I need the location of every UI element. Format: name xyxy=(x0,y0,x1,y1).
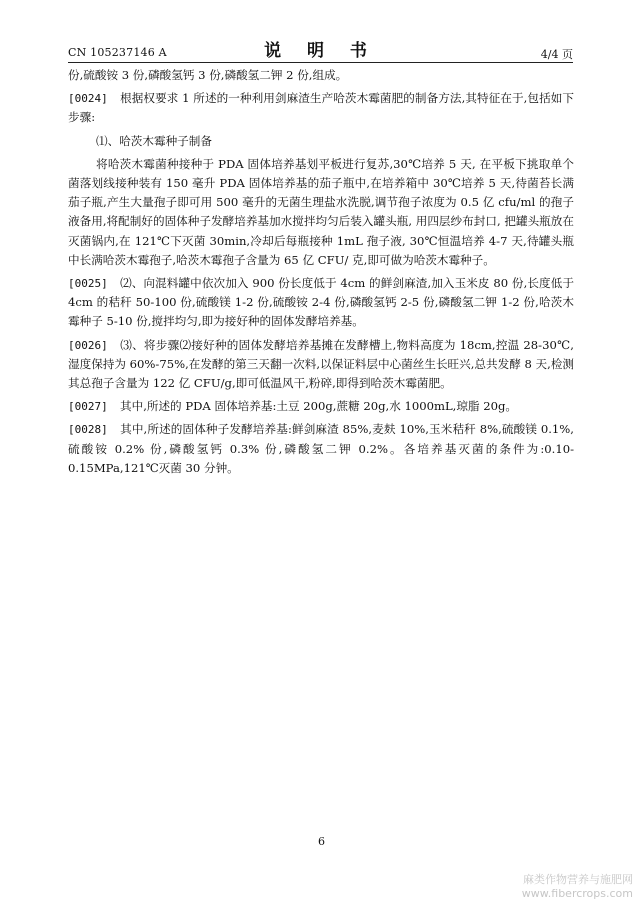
document-number: CN 105237146 A xyxy=(68,46,167,59)
page-title: 说 明 书 xyxy=(264,41,377,61)
watermark xyxy=(522,871,633,900)
paragraph-0027 xyxy=(68,397,574,416)
document-body xyxy=(68,66,574,482)
paragraph-text: ⑶、将步骤⑵接好种的固体发酵培养基摊在发酵槽上,物料高度为 18cm,控温 28-30℃,湿度保持为 60%-75%,在发酵的第三天翻一次料,以保证料层中心菌丝生长旺兴,总共发酵 8 天,检测其总孢子含量为 122 亿 CFU/g,即可低温风干,粉碎,即得到哈茨木霉菌肥。 xyxy=(68,337,575,391)
step1-text: 将哈茨木霉菌种接种于 PDA 固体培养基划平板进行复苏,30℃培养 5 天, 在平板下挑取单个菌落划线接种装有 150 毫升 PDA 固体培养基的茄子瓶中,在培养箱中 30℃培养 5 天,待菌苔长满茄子瓶,产生大量孢子即可用 500 毫升的无菌生理盐水洗脱,调节孢子浓度为 0.5 亿 cfu/ml 的孢子液备用,将配制好的固体种子发酵培养基加水搅拌均匀后装入罐头瓶, 用四层纱布封口, 把罐头瓶放在灭菌锅内,在 121℃下灭菌 30min,冷却后每瓶接种 1mL 孢子液, 30℃恒温培养 4-7 天,待罐头瓶中长满哈茨木霉孢子,哈茨木霉孢子含量为 65 亿 CFU/ 克,即可做为哈茨木霉种子。 xyxy=(68,156,574,267)
page-number: 6 xyxy=(318,835,325,848)
paragraph-0025 xyxy=(68,274,574,332)
page-header xyxy=(68,36,573,63)
paragraph-tag: [0025] xyxy=(68,277,108,291)
paragraph-tag: [0024] xyxy=(68,92,108,106)
paragraph-text: 其中,所述的 PDA 固体培养基:土豆 200g,蔗糖 20g,水 1000mL,琼脂 20g。 xyxy=(120,399,518,414)
paragraph-continuation: 份,硫酸铵 3 份,磷酸氢钙 3 份,磷酸氢二钾 2 份,组成。 xyxy=(68,68,348,82)
watermark-line2: www.fibercrops.com xyxy=(521,887,633,900)
paragraph-0026 xyxy=(68,336,574,394)
paragraph-tag: [0028] xyxy=(68,423,108,437)
paragraph-tag: [0027] xyxy=(68,400,108,414)
paragraph-text: ⑵、向混料罐中依次加入 900 份长度低于 4cm 的鲜剑麻渣,加入玉米皮 80 份,长度低于 4cm 的秸秆 50-100 份,硫酸镁 1-2 份,硫酸铵 2-4 份,磷酸氢钙 2-5 份,磷酸氢二钾 1-2 份,哈茨木霉种子 5-10 份,搅拌均匀,即为接好种的固体发酵培养基。 xyxy=(68,276,574,329)
step1-title: ⑴、哈茨木霉种子制备 xyxy=(96,133,212,148)
page-info: 4/4 页 xyxy=(540,48,573,61)
watermark-line1: 麻类作物营养与施肥网 xyxy=(523,873,633,886)
paragraph-text: 其中,所述的固体种子发酵培养基:鲜剑麻渣 85%,麦麸 10%,玉米秸秆 8%,硫酸镁 0.1%,硫酸铵 0.2% 份,磷酸氢钙 0.3% 份,磷酸氢二钾 0.2%。各培养基灭菌的条件为:0.10-0.15MPa,121℃灭菌 30 分钟。 xyxy=(68,422,574,475)
paragraph-tag: [0026] xyxy=(68,338,108,352)
paragraph-0024 xyxy=(68,89,574,127)
paragraph-text: 根据权要求 1 所述的一种利用剑麻渣生产哈茨木霉菌肥的制备方法,其特征在于,包括如下步骤: xyxy=(68,91,574,125)
paragraph-0028 xyxy=(68,420,574,478)
